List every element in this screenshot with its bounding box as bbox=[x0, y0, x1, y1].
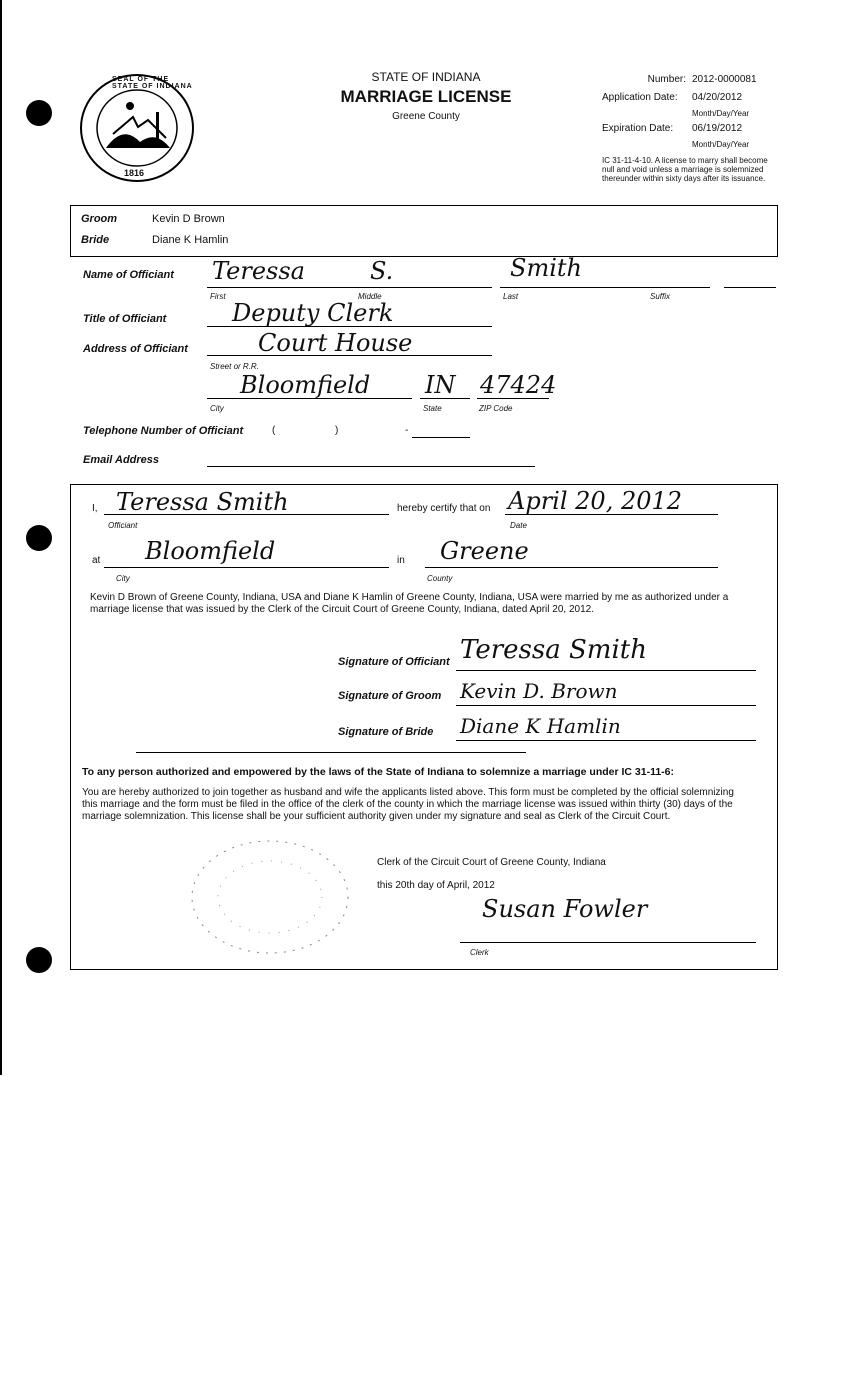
phone-open-paren: ( bbox=[272, 425, 276, 436]
state-seal bbox=[78, 72, 196, 184]
groom-name: Kevin D Brown bbox=[152, 213, 225, 225]
officiant-state: IN bbox=[425, 371, 456, 399]
authority-body: You are hereby authorized to join together as husband and wife the applicants listed above. This form must be completed by the official solemnizing this marriage and the form must be filed in the office of the clerk of the county in which the marriage license was issued within thirty (30) days of the marriage solemnization. This license shall be your sufficient authority given under my signature and seal as Clerk of the Circuit Court. bbox=[82, 787, 734, 822]
date-label: Date bbox=[510, 521, 527, 530]
officiant-title: Deputy Clerk bbox=[232, 299, 394, 327]
city-label: City bbox=[116, 574, 130, 583]
phone-close-paren: ) bbox=[335, 425, 339, 436]
punch-hole bbox=[26, 525, 52, 551]
scan-left-edge bbox=[0, 0, 2, 1075]
officiant-last: Smith bbox=[510, 254, 582, 282]
certify-i: I, bbox=[92, 503, 98, 514]
bride-signature-label: Signature of Bride bbox=[338, 726, 434, 738]
issue-day-line: this 20th day of April, 2012 bbox=[377, 880, 495, 891]
punch-hole bbox=[26, 947, 52, 973]
county-line bbox=[425, 567, 718, 568]
certify-date: April 20, 2012 bbox=[508, 487, 683, 515]
officiant-city: Bloomfield bbox=[240, 371, 371, 399]
state-heading: STATE OF INDIANA bbox=[371, 70, 481, 84]
groom-label: Groom bbox=[81, 213, 118, 225]
email-label: Email Address bbox=[83, 454, 160, 466]
date-format-note: Month/Day/Year bbox=[692, 109, 750, 118]
state-label: State bbox=[423, 404, 442, 413]
application-date: 04/20/2012 bbox=[692, 92, 743, 103]
officiant-middle: S. bbox=[370, 257, 394, 285]
city-line bbox=[207, 398, 412, 399]
application-date-label: Application Date: bbox=[602, 92, 678, 103]
punch-hole bbox=[26, 100, 52, 126]
state-line bbox=[420, 398, 470, 399]
officiant-street: Court House bbox=[258, 329, 413, 357]
bride-signature: Diane K Hamlin bbox=[460, 714, 621, 738]
street-line bbox=[207, 355, 492, 356]
officiant-zip: 47424 bbox=[480, 371, 557, 399]
groom-signature-label: Signature of Groom bbox=[338, 690, 442, 702]
name-line bbox=[207, 287, 492, 288]
officiant-label: Officiant bbox=[108, 521, 138, 530]
officiant-line bbox=[104, 514, 389, 515]
bride-name: Diane K Hamlin bbox=[152, 234, 229, 246]
section-divider bbox=[136, 752, 526, 753]
city-label: City bbox=[210, 404, 224, 413]
officiant-signature: Teressa Smith bbox=[460, 635, 647, 665]
certify-text: hereby certify that on bbox=[397, 503, 491, 514]
seal-text: SEAL OF THE STATE OF INDIANA bbox=[112, 76, 193, 90]
zip-line bbox=[477, 398, 549, 399]
phone-line bbox=[412, 437, 470, 438]
signature-line bbox=[456, 705, 756, 706]
street-label: Street or R.R. bbox=[210, 362, 259, 371]
officiant-signature-label: Signature of Officiant bbox=[338, 656, 450, 668]
city-line bbox=[104, 567, 389, 568]
certify-in: in bbox=[397, 555, 405, 566]
couple-box bbox=[70, 205, 778, 257]
suffix-line bbox=[724, 287, 776, 288]
last-label: Last bbox=[503, 292, 519, 301]
certify-at: at bbox=[92, 555, 101, 566]
expiration-date-label: Expiration Date: bbox=[602, 123, 674, 134]
clerk-signature: Susan Fowler bbox=[482, 895, 648, 923]
certify-city: Bloomfield bbox=[145, 537, 276, 565]
zip-label: ZIP Code bbox=[479, 404, 513, 413]
signature-line bbox=[456, 740, 756, 741]
county-label: County bbox=[427, 574, 453, 583]
phone-dash: - bbox=[405, 425, 409, 436]
middle-label: Middle bbox=[358, 292, 382, 301]
bride-label: Bride bbox=[81, 234, 110, 246]
court-seal bbox=[185, 835, 355, 960]
statute-note: IC 31-11-4-10. A license to marry shall become null and void unless a marriage is solemnized thereunder within sixty days after its issuance. bbox=[602, 156, 768, 183]
authority-heading: To any person authorized and empowered by the laws of the State of Indiana to solemnize a marriage under IC 31-11-6: bbox=[82, 766, 675, 778]
seal-year: 1816 bbox=[124, 168, 145, 178]
officiant-name-label: Name of Officiant bbox=[83, 269, 174, 281]
marriage-statement: Kevin D Brown of Greene County, Indiana, USA and Diane K Hamlin of Greene County, Indiana, USA were married by me as authorized under a marriage license that was issued by the Clerk of the Circuit Court of Greene County, Indiana, dated April 20, 2012. bbox=[90, 592, 729, 615]
number-label: Number: bbox=[647, 74, 686, 85]
email-line bbox=[207, 466, 535, 467]
name-line bbox=[500, 287, 710, 288]
date-format-note: Month/Day/Year bbox=[692, 140, 750, 149]
county-heading: Greene County bbox=[392, 111, 460, 122]
page-title: MARRIAGE LICENSE bbox=[340, 87, 512, 106]
first-label: First bbox=[210, 292, 226, 301]
officiant-title-label: Title of Officiant bbox=[83, 313, 167, 325]
groom-signature: Kevin D. Brown bbox=[460, 679, 618, 703]
title-line bbox=[207, 326, 492, 327]
clerk-label: Clerk bbox=[470, 948, 489, 957]
license-number: 2012-0000081 bbox=[692, 74, 757, 85]
certify-officiant-name: Teressa Smith bbox=[116, 488, 289, 516]
telephone-label: Telephone Number of Officiant bbox=[83, 425, 244, 437]
signature-line bbox=[456, 670, 756, 671]
date-line bbox=[505, 514, 718, 515]
officiant-first: Teressa bbox=[212, 257, 305, 285]
suffix-label: Suffix bbox=[650, 292, 671, 301]
certify-county: Greene bbox=[440, 537, 529, 565]
officiant-address-label: Address of Officiant bbox=[83, 343, 188, 355]
clerk-court-line: Clerk of the Circuit Court of Greene County, Indiana bbox=[377, 857, 606, 868]
expiration-date: 06/19/2012 bbox=[692, 123, 743, 134]
clerk-signature-line bbox=[460, 942, 756, 943]
